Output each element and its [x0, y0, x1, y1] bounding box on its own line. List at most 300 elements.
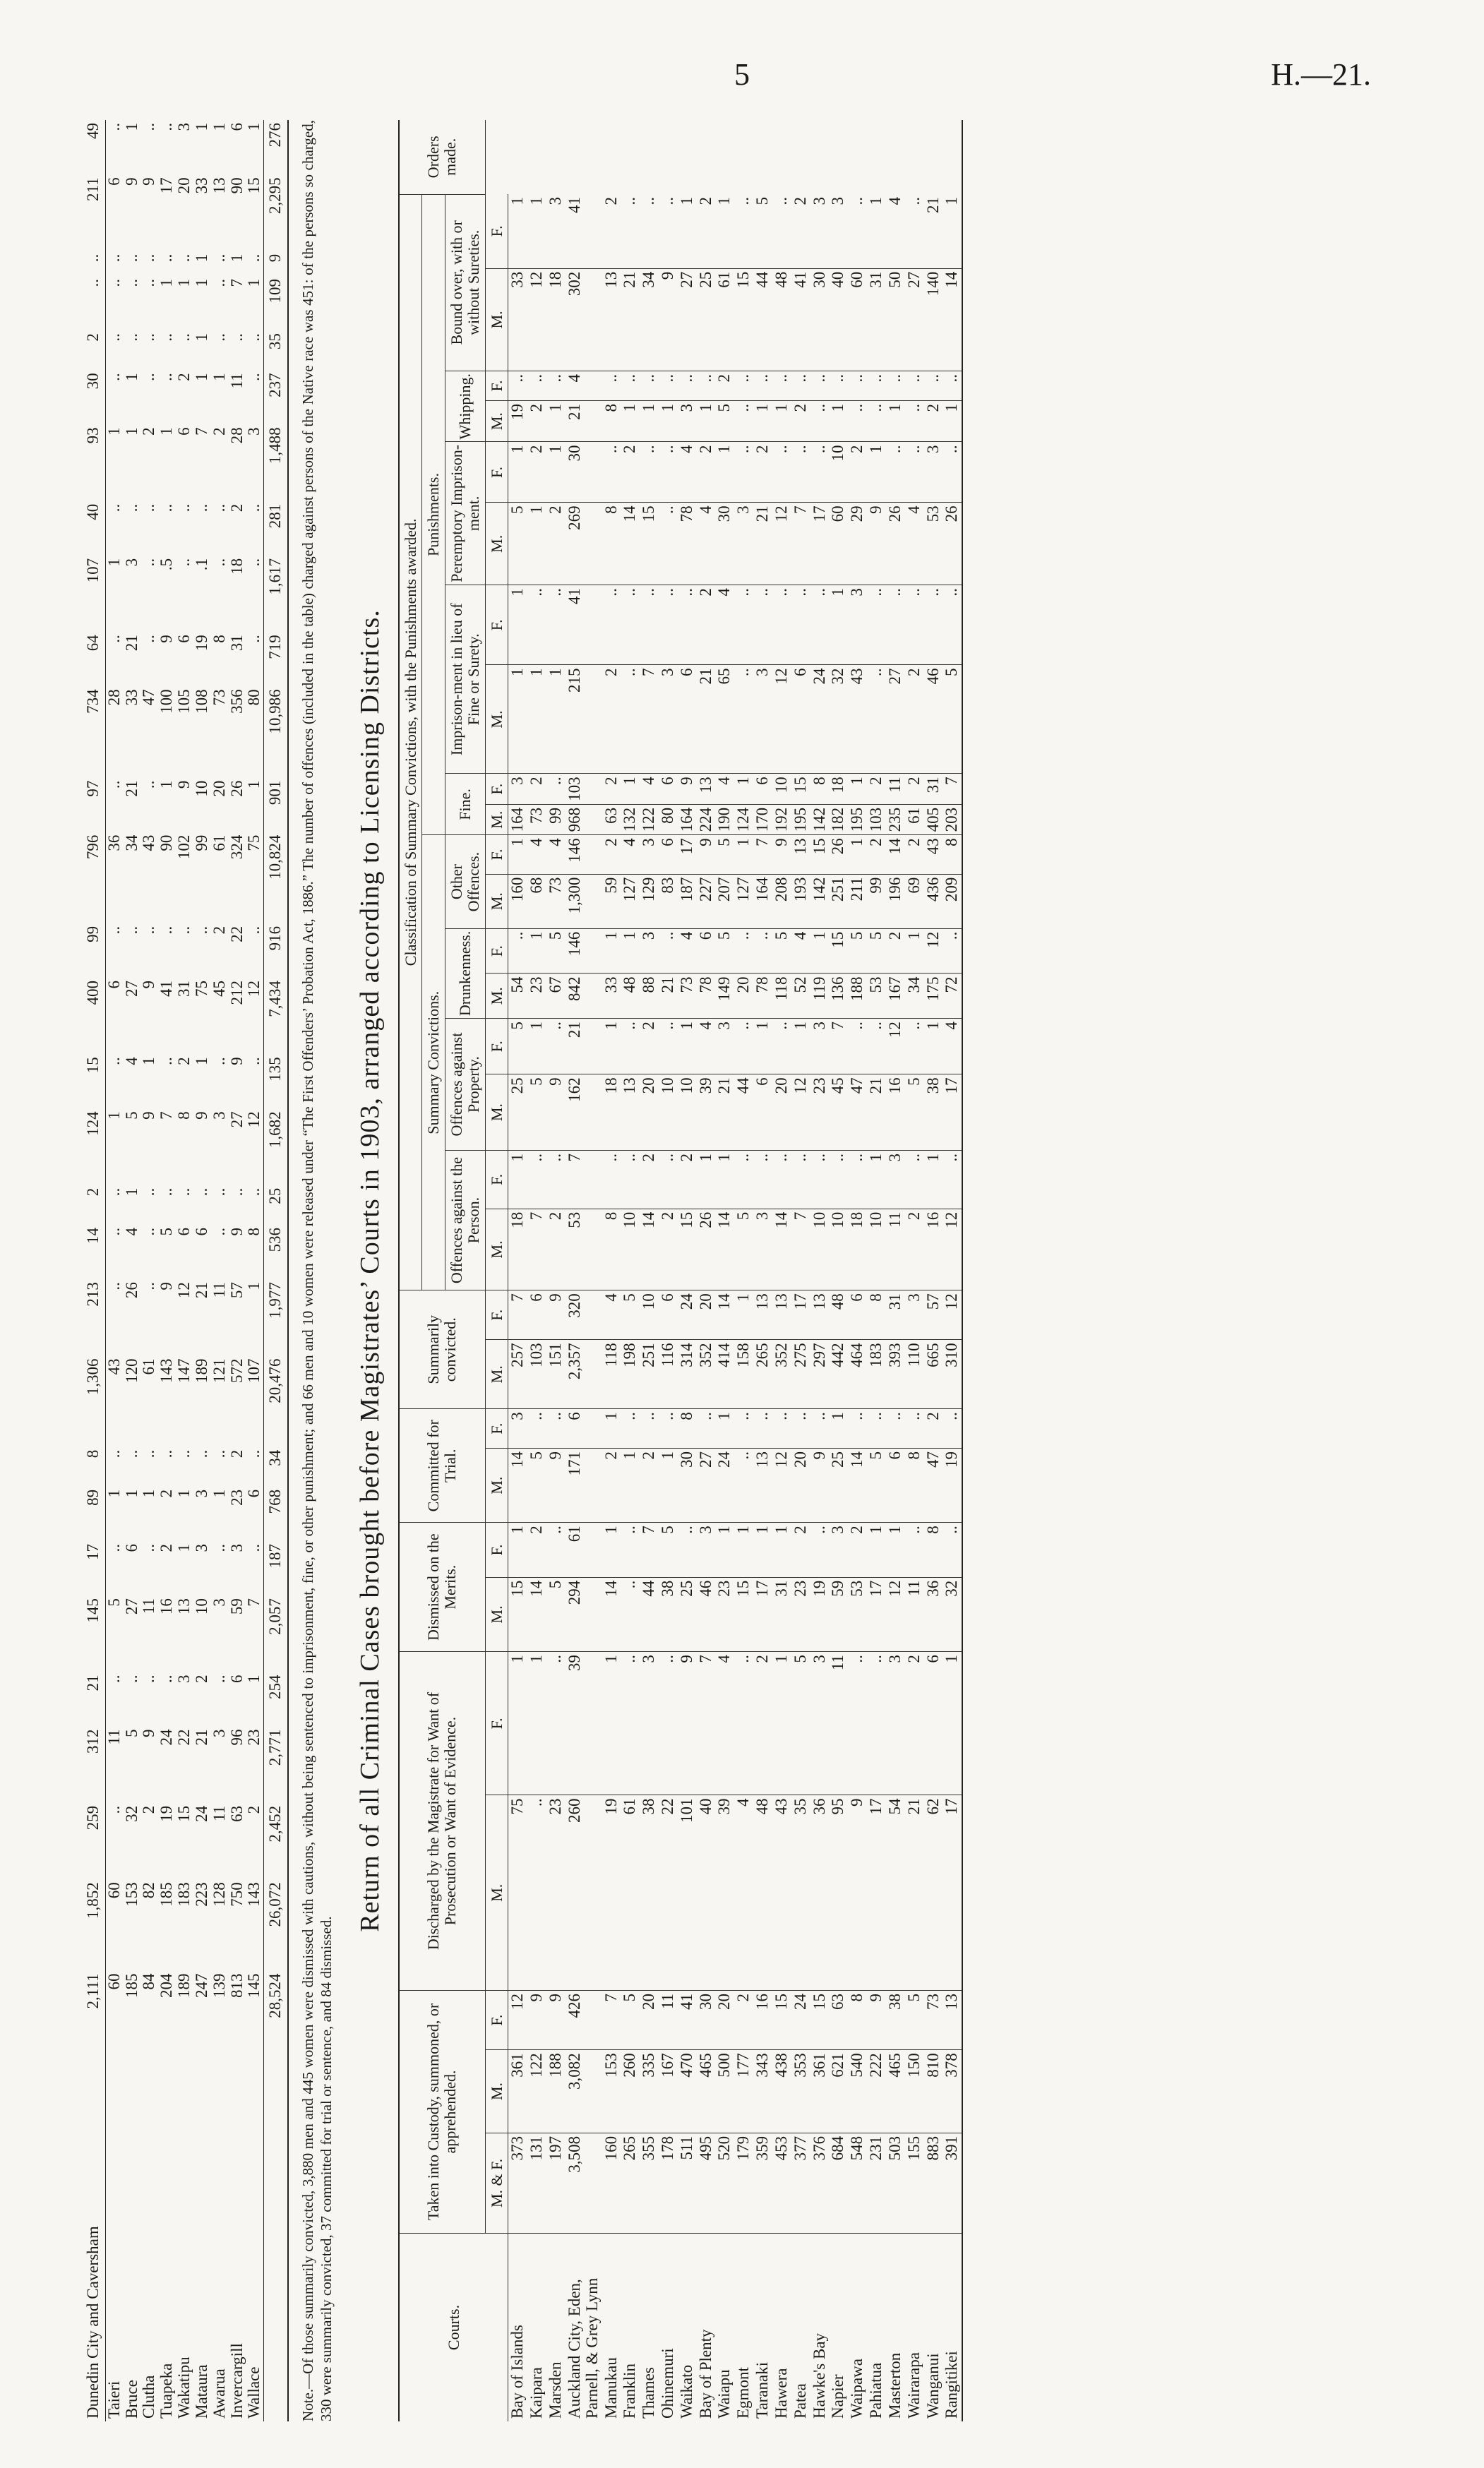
table-cell: 21 — [659, 974, 678, 1019]
table-cell: 2 — [640, 1448, 659, 1522]
table-cell: 503 — [886, 2133, 905, 2233]
table-cell: 78 — [697, 974, 716, 1019]
table-cell: .. — [104, 1228, 123, 1236]
table-cell: 7 — [791, 1209, 810, 1290]
sex-header: M. & F. — [485, 2133, 508, 2233]
table-cell: 27 — [697, 1448, 716, 1522]
table-cell: .. — [210, 253, 228, 263]
table-cell: 17 — [867, 1795, 886, 1990]
table-cell: 1 — [678, 194, 697, 268]
table-cell: 1 — [508, 585, 527, 665]
table-cell: 59 — [227, 1598, 246, 1615]
table-cell: 8 — [810, 774, 830, 805]
table-cell: .. — [772, 1409, 791, 1449]
table-cell: 1 — [140, 1057, 158, 1065]
table-cell: 18 — [848, 1209, 867, 1290]
table-cell: .. — [210, 333, 228, 342]
table-cell: 13 — [210, 177, 228, 194]
table-cell: 20,476 — [264, 1355, 288, 1446]
table-cell: 312 — [85, 1727, 105, 1803]
table-cell: 6 — [659, 774, 678, 805]
table-cell: 44 — [640, 1577, 659, 1651]
table-cell: 1 — [697, 1150, 716, 1209]
table-cell: 750 — [227, 1882, 246, 1907]
table-cell: 89 — [85, 1487, 105, 1541]
table-cell: 20 — [772, 1074, 791, 1151]
table-cell: 108 — [192, 689, 210, 714]
table-cell: 1,306 — [85, 1355, 105, 1446]
table-cell: 192 — [772, 804, 791, 835]
table-cell: .. — [905, 400, 924, 442]
table-cell: 1 — [122, 1187, 140, 1197]
totals-label — [264, 2062, 288, 2421]
table-cell: 1 — [602, 1523, 621, 1578]
table-cell: 520 — [715, 2133, 734, 2233]
table-cell: 103 — [867, 804, 886, 835]
table-cell: 3 — [659, 665, 678, 774]
table-cell: 60 — [829, 503, 848, 585]
table-cell: 2 — [602, 665, 621, 774]
table-row — [602, 120, 621, 2421]
table-cell: 294 — [566, 1577, 602, 1651]
table-cell: 15 — [508, 1577, 527, 1651]
table-cell: 1 — [829, 1409, 848, 1449]
table-cell: .. — [546, 585, 566, 665]
table-cell: .. — [104, 1675, 123, 1683]
table-cell: .. — [734, 1150, 753, 1209]
table-cell: 2 — [867, 774, 886, 805]
table-cell: .. — [791, 442, 810, 503]
table-cell: .. — [157, 1449, 176, 1458]
table-cell: .. — [772, 371, 791, 400]
table-cell: .. — [546, 371, 566, 400]
table-cell: 4 — [678, 442, 697, 503]
table-cell: .. — [140, 373, 158, 381]
header-discharged: Discharged by the Magistrate for Want of Prosecution or Want of Evidence. — [399, 1652, 486, 1991]
table-cell: 2 — [85, 330, 105, 370]
table-cell: 352 — [772, 1340, 791, 1409]
table-cell: 1 — [621, 774, 640, 805]
table-cell: 48 — [621, 974, 640, 1019]
table-cell: 7 — [791, 503, 810, 585]
table-cell: 73 — [546, 874, 566, 928]
table-cell: 30 — [85, 370, 105, 424]
table-cell: 1 — [678, 1019, 697, 1074]
table-cell: 1 — [508, 442, 527, 503]
table-cell: 3 — [829, 1523, 848, 1578]
table-cell: 27 — [886, 665, 905, 774]
table-cell: 14 — [848, 1448, 867, 1522]
table-cell: 247 — [192, 1973, 210, 1998]
table-cell: 164 — [753, 874, 772, 928]
table-cell: 43 — [772, 1795, 791, 1990]
table-cell: 6 — [886, 1448, 905, 1522]
table-cell: 12 — [245, 980, 263, 997]
table-cell: 13 — [602, 268, 621, 371]
table-cell: 1 — [791, 1019, 810, 1074]
sex-header: F. — [485, 1652, 508, 1795]
table-cell: .. — [85, 251, 105, 276]
table-cell: 73 — [924, 1990, 943, 2049]
table-cell: 2 — [678, 1150, 697, 1209]
table-cell: .. — [527, 1409, 546, 1449]
table-cell: 128 — [210, 1882, 228, 1907]
table-cell: 189 — [192, 1358, 210, 1383]
table-cell: 127 — [734, 874, 753, 928]
table-row — [246, 120, 263, 2421]
district-name: Wakatipu — [175, 2356, 193, 2419]
table-cell: .. — [848, 371, 867, 400]
table-cell: 9 — [140, 1729, 158, 1738]
table-cell: 224 — [697, 804, 716, 835]
table-cell: 129 — [640, 874, 659, 928]
table-cell: 7,434 — [264, 978, 288, 1054]
table-cell: 1 — [157, 780, 176, 789]
table-cell: 122 — [640, 804, 659, 835]
table-cell: 164 — [508, 804, 527, 835]
table-cell: 10 — [659, 1074, 678, 1151]
table-cell: 3 — [810, 194, 830, 268]
table-cell: .. — [867, 1409, 886, 1449]
table-cell: 20 — [697, 1290, 716, 1340]
table-cell: 1 — [753, 1523, 772, 1578]
table-cell: 29 — [848, 503, 867, 585]
table-cell: 2 — [753, 442, 772, 503]
table-cell: .. — [905, 585, 924, 665]
table-cell: .. — [621, 665, 640, 774]
table-cell: 26,072 — [264, 1879, 288, 1970]
table-cell: 39 — [715, 1795, 734, 1990]
table-cell: .. — [621, 1652, 640, 1795]
table-cell: 15 — [85, 1054, 105, 1108]
table-cell: 14 — [85, 1225, 105, 1279]
table-cell: 132 — [621, 804, 640, 835]
table-cell: .. — [245, 635, 263, 643]
table-cell: 14 — [943, 268, 962, 371]
table-cell: 6 — [659, 835, 678, 874]
table-cell: 1 — [943, 400, 962, 442]
table-cell: 10 — [810, 1209, 830, 1290]
table-cell: .. — [810, 585, 830, 665]
table-cell: .. — [829, 371, 848, 400]
table-cell: 100 — [157, 689, 176, 714]
table-cell: 4 — [678, 928, 697, 974]
table-cell: 153 — [602, 2050, 621, 2133]
table-cell: 13 — [753, 1290, 772, 1340]
table-cell: 3 — [546, 194, 566, 268]
table-cell: 1 — [943, 194, 962, 268]
table-cell: .. — [810, 1409, 830, 1449]
table-cell: 276 — [264, 120, 288, 174]
table-cell: 25 — [678, 1577, 697, 1651]
sex-header: F. — [485, 1150, 508, 1209]
table-cell: 88 — [640, 974, 659, 1019]
table-cell: 400 — [85, 978, 105, 1054]
table-cell: 1 — [848, 835, 867, 874]
table-cell: 8 — [848, 1990, 867, 2049]
court-name: Waipawa — [848, 2359, 866, 2419]
table-cell: 12 — [175, 1282, 193, 1299]
table-cell: 6 — [678, 665, 697, 774]
table-cell: 6 — [527, 1290, 546, 1340]
table-cell: 1 — [715, 1409, 734, 1449]
table-cell: 15 — [772, 1990, 791, 2049]
table-cell: 31 — [175, 980, 193, 997]
table-cell: 11 — [886, 1209, 905, 1290]
table-cell: 1 — [192, 253, 210, 263]
table-cell: 4 — [905, 503, 924, 585]
table-cell: 359 — [753, 2133, 772, 2233]
footnote: Note.—Of those summarily convicted, 3,880 men and 445 women were dismissed with cautions, without being sentenced to imprisonment, fine, or other punishment; and 66 men and 10 women were released under “The First Offenders’ Probation Act, 1886.” The number of offences (included in the table) charged against persons of the Native race was 451: of the persons so charged, 330 were summarily convicted, 37 committed for trial or sentence, and 84 dismissed. — [299, 120, 335, 2421]
court-name: Kaipara — [527, 2367, 546, 2419]
table-cell: 54 — [886, 1795, 905, 1990]
table-cell: 231 — [867, 2133, 886, 2233]
table-cell: 38 — [924, 1074, 943, 1151]
table-cell: 2 — [697, 585, 716, 665]
table-cell: 127 — [621, 874, 640, 928]
table-row — [508, 120, 527, 2421]
district-name: Tuapeka — [157, 2363, 176, 2419]
table-cell: 31 — [227, 635, 246, 652]
table-cell: 215 — [566, 665, 602, 774]
table-cell: 2 — [192, 1675, 210, 1683]
table-cell: 10 — [192, 780, 210, 797]
table-cell: 281 — [264, 501, 288, 556]
table-cell: .. — [753, 585, 772, 665]
table-cell: 16 — [157, 1598, 176, 1615]
table-cell: .. — [734, 665, 753, 774]
table-cell: 3 — [210, 1111, 228, 1120]
table-cell: 1 — [104, 1111, 123, 1120]
table-cell: .. — [546, 1019, 566, 1074]
table-cell: 343 — [753, 2050, 772, 2133]
table-cell: 6 — [245, 1489, 263, 1498]
table-cell: 5 — [157, 1228, 176, 1236]
table-cell: 48 — [829, 1290, 848, 1340]
table-cell: 260 — [621, 2050, 640, 2133]
table-cell: 1,617 — [264, 556, 288, 632]
table-cell: 25 — [829, 1448, 848, 1522]
table-cell: 90 — [227, 177, 246, 194]
table-cell: 12 — [527, 268, 546, 371]
header-summarily: Summarily convicted. — [399, 1290, 486, 1409]
table-cell: 6 — [227, 1675, 246, 1683]
table-cell: 310 — [943, 1340, 962, 1409]
table-row — [566, 120, 602, 2421]
sex-header: F. — [485, 774, 508, 805]
table-cell: 18 — [227, 558, 246, 575]
table-cell: 2 — [621, 442, 640, 503]
table-cell: 15 — [829, 928, 848, 974]
table-cell: 734 — [85, 686, 105, 777]
table-cell: 160 — [602, 2133, 621, 2233]
table-cell: 45 — [829, 1074, 848, 1151]
table-cell: 1 — [527, 1019, 546, 1074]
table-cell: 19 — [943, 1448, 962, 1522]
table-cell: 3 — [192, 1543, 210, 1552]
table-cell: .. — [791, 1409, 810, 1449]
table-cell: 61 — [621, 1795, 640, 1990]
table-cell: .. — [245, 1449, 263, 1458]
table-cell: 11 — [886, 774, 905, 805]
header-peremptory: Peremptory Imprison-ment. — [445, 442, 486, 585]
table-cell: 2 — [157, 1489, 176, 1498]
district-name: Dunedin City and Caversham — [85, 2062, 105, 2421]
table-cell: 30 — [566, 442, 602, 503]
table-cell: 21 — [905, 1795, 924, 1990]
table-cell: .. — [192, 926, 210, 935]
table-cell: .. — [867, 1019, 886, 1074]
table-cell: 1 — [829, 400, 848, 442]
table-cell: 9 — [659, 268, 678, 371]
table-cell: 190 — [715, 804, 734, 835]
table-cell: 1 — [192, 279, 210, 287]
table-cell: .. — [210, 503, 228, 513]
table-cell: 442 — [829, 1340, 848, 1409]
table-row — [105, 120, 123, 2421]
table-cell: .. — [140, 558, 158, 567]
table-cell: 275 — [791, 1340, 810, 1409]
district-name: Wallace — [245, 2366, 263, 2419]
table-cell: 105 — [175, 689, 193, 714]
table-cell: .. — [175, 1449, 193, 1458]
table-cell: 26 — [227, 780, 246, 797]
table-cell: .. — [659, 1409, 678, 1449]
table-cell: 17 — [753, 1577, 772, 1651]
table-cell: 377 — [791, 2133, 810, 2233]
sex-header: M. — [485, 974, 508, 1019]
table-cell: .. — [546, 1409, 566, 1449]
table-cell: 1 — [192, 373, 210, 381]
table-cell: 465 — [697, 2050, 716, 2133]
table-cell: 2 — [85, 1185, 105, 1225]
table-cell: .. — [157, 1057, 176, 1065]
table-cell: 3 — [175, 123, 193, 131]
table-cell: 6 — [924, 1652, 943, 1795]
table-cell: .. — [175, 503, 193, 513]
court-name: Marsden — [546, 2361, 565, 2419]
table-cell: 5 — [527, 1074, 546, 1151]
table-cell: .. — [886, 585, 905, 665]
table-cell: 14 — [621, 503, 640, 585]
table-cell: 15 — [734, 268, 753, 371]
table-cell: 2 — [527, 774, 546, 805]
table-cell: 62 — [924, 1795, 943, 1990]
table-cell: 8 — [943, 835, 962, 874]
table-cell: .. — [734, 1652, 753, 1795]
table-cell: 13 — [697, 774, 716, 805]
header-courts: Courts. — [399, 2234, 508, 2422]
table-cell: 120 — [122, 1358, 140, 1383]
table-cell: 7 — [602, 1990, 621, 2049]
table-cell: 3 — [886, 1652, 905, 1795]
header-whipping: Whipping. — [445, 371, 486, 442]
table-cell: 1 — [829, 585, 848, 665]
table-cell: 32 — [829, 665, 848, 774]
table-cell: 2 — [640, 1150, 659, 1209]
table-cell: .. — [659, 442, 678, 503]
table-cell: 47 — [140, 689, 158, 706]
table-cell: .. — [122, 333, 140, 342]
sex-header: M. — [485, 503, 508, 585]
header-committed: Committed for Trial. — [399, 1409, 486, 1523]
table-cell: 1 — [508, 1523, 527, 1578]
table-cell: .. — [905, 194, 924, 268]
table-cell: 9 — [264, 251, 288, 276]
table-cell: 8 — [210, 635, 228, 643]
table-cell: 1 — [734, 835, 753, 874]
table-cell: .. — [140, 1675, 158, 1683]
table-cell: 183 — [175, 1882, 193, 1907]
table-cell: .. — [210, 1543, 228, 1552]
table-cell: 14 — [640, 1209, 659, 1290]
table-cell: .. — [678, 585, 697, 665]
table-cell: 5 — [546, 928, 566, 974]
table-cell: .. — [640, 442, 659, 503]
table-cell: 1 — [546, 665, 566, 774]
table-cell: 9 — [157, 1282, 176, 1290]
table-cell: .. — [734, 585, 753, 665]
table-cell: 158 — [734, 1340, 753, 1409]
table-cell: 24 — [157, 1729, 176, 1746]
table-cell: .. — [546, 1150, 566, 1209]
table-cell: 2 — [602, 1448, 621, 1522]
table-cell: 324 — [227, 834, 246, 860]
table-cell: .. — [175, 926, 193, 935]
table-cell: .. — [734, 928, 753, 974]
court-name: Egmont — [734, 2367, 753, 2419]
table-cell: 4 — [122, 1057, 140, 1065]
table-cell: 6 — [659, 1290, 678, 1340]
table-cell: 500 — [715, 2050, 734, 2133]
table-cell: 12 — [772, 1448, 791, 1522]
table-cell: 73 — [210, 689, 228, 706]
table-cell: 6 — [848, 1290, 867, 1340]
table-cell: 122 — [527, 2050, 546, 2133]
table-cell: 118 — [772, 974, 791, 1019]
table-row — [753, 120, 772, 2421]
table-cell: 9 — [772, 835, 791, 874]
table-cell: .. — [848, 1150, 867, 1209]
table-cell: 9 — [527, 1990, 546, 2049]
table-cell: 15 — [245, 177, 263, 194]
table-cell: 3 — [210, 1598, 228, 1607]
table-cell: 2 — [227, 503, 246, 513]
table-cell: 356 — [227, 689, 246, 714]
table-cell: .. — [867, 400, 886, 442]
table-cell: 21 — [566, 1019, 602, 1074]
table-cell: 1 — [715, 442, 734, 503]
table-cell: 2 — [905, 1209, 924, 1290]
sex-header: M. — [485, 268, 508, 371]
table-cell: .. — [810, 400, 830, 442]
table-cell: 12 — [772, 503, 791, 585]
table-cell: 320 — [566, 1290, 602, 1340]
table-cell: .. — [886, 442, 905, 503]
table-cell: 96 — [227, 1729, 246, 1746]
table-cell: 7 — [227, 279, 246, 287]
table-cell: 4 — [566, 371, 602, 400]
table-cell: 376 — [810, 2133, 830, 2233]
table-cell: 213 — [85, 1279, 105, 1355]
table-cell: 35 — [264, 330, 288, 370]
table-cell: 1 — [602, 1652, 621, 1795]
table-cell: 1 — [192, 333, 210, 342]
table-cell: 3 — [848, 585, 867, 665]
table-cell: 203 — [943, 804, 962, 835]
table-cell: 3 — [753, 665, 772, 774]
table-cell: 8 — [85, 1447, 105, 1487]
